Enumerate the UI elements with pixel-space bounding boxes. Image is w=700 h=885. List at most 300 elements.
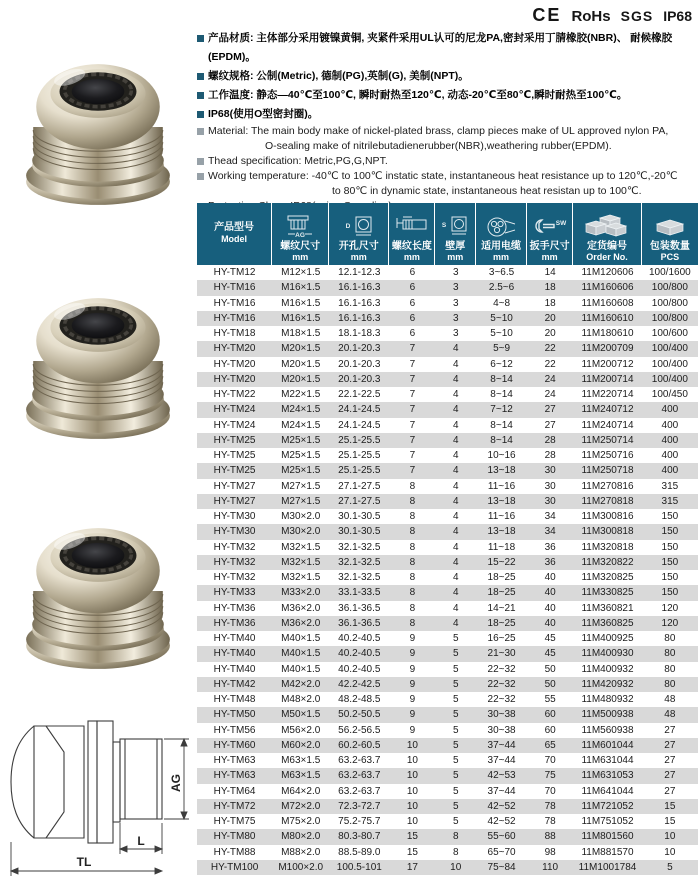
col-header-wall-thickness [435, 203, 476, 265]
table-cell: 11M631044 [581, 755, 634, 767]
table-cell: 11M180610 [581, 328, 634, 340]
table-cell: M30×2.0 [281, 526, 321, 538]
table-row [197, 570, 698, 585]
dim-label-ag: AG [169, 774, 183, 792]
table-cell: 11M270816 [581, 480, 634, 492]
table-cell: 37~44 [487, 739, 516, 751]
table-cell: 56.2-56.5 [338, 724, 381, 736]
col-label: 螺纹尺寸 [280, 241, 321, 252]
table-cell: 18~25 [487, 587, 516, 599]
table-cell: 8 [409, 495, 416, 507]
spanner-icon [530, 214, 570, 240]
table-cell: HY-TM32 [213, 556, 256, 568]
table-row [197, 829, 698, 844]
table-cell: 25.1-25.5 [338, 450, 381, 462]
table-cell: M63×1.5 [281, 755, 321, 767]
table-cell: 11M200714 [581, 373, 634, 385]
table-cell: 80.3-80.7 [338, 831, 381, 843]
col-header-packing-qty [642, 203, 698, 265]
bullet-square-icon [197, 92, 204, 99]
table-cell: 30 [544, 495, 556, 507]
table-cell: 20.1-20.3 [338, 343, 381, 355]
table-cell: 18~25 [487, 617, 516, 629]
table-row [197, 509, 698, 524]
svg-text:S: S [442, 222, 447, 229]
table-cell: M40×1.5 [281, 648, 321, 660]
table-cell: 5 [452, 770, 459, 782]
table-cell: 5~9 [493, 343, 511, 355]
table-cell: 11M240714 [581, 419, 634, 431]
table-cell: HY-TM25 [213, 465, 256, 477]
table-cell: 11M360821 [581, 602, 634, 614]
col-unit: Order No. [586, 252, 628, 262]
table-row [197, 646, 698, 661]
bullet-square-icon [197, 173, 204, 180]
table-cell: 34 [544, 511, 556, 523]
table-cell: 3~6.5 [488, 267, 515, 279]
bullet-square-icon [197, 73, 204, 80]
table-cell: 400 [661, 465, 679, 477]
table-cell: 24.1-24.5 [338, 419, 381, 431]
table-cell: HY-TM16 [213, 297, 256, 309]
table-cell: 30~38 [487, 709, 516, 721]
note-line [197, 67, 698, 86]
table-cell: 8~14 [490, 419, 513, 431]
table-cell: M22×1.5 [281, 389, 321, 401]
table-cell: 150 [661, 556, 679, 568]
table-cell: M80×2.0 [281, 831, 321, 843]
table-cell: 3 [452, 328, 459, 340]
table-cell: 7 [409, 343, 416, 355]
table-row [197, 463, 698, 478]
table-cell: 11M200712 [581, 358, 634, 370]
table-cell: 18.1-18.3 [338, 328, 381, 340]
table-cell: 30.1-30.5 [338, 526, 381, 538]
dim-label-l: L [137, 834, 145, 848]
col-label: 螺纹长度 [391, 241, 432, 252]
table-cell: 45 [544, 633, 556, 645]
table-cell: M75×2.0 [281, 816, 321, 828]
table-cell: 400 [661, 419, 679, 431]
table-cell: 63.2-63.7 [338, 785, 381, 797]
table-cell: 27 [664, 739, 676, 751]
table-row [197, 280, 698, 295]
table-cell: 27.1-27.5 [338, 495, 381, 507]
table-cell: HY-TM20 [213, 373, 256, 385]
table-cell: M16×1.5 [281, 312, 321, 324]
table-cell: 4 [452, 358, 459, 370]
table-cell: 11M641044 [581, 785, 634, 797]
table-cell: 3 [452, 282, 459, 294]
col-label: 壁厚 [445, 241, 466, 252]
table-cell: 78 [544, 816, 556, 828]
table-cell: 32.1-32.5 [338, 556, 381, 568]
table-cell: 6 [409, 282, 416, 294]
table-cell: M24×1.5 [281, 419, 321, 431]
table-header [197, 203, 698, 265]
table-cell: 100/800 [651, 282, 688, 294]
hole-size-icon [342, 214, 376, 240]
table-cell: 11M120606 [581, 267, 634, 279]
table-cell: 4 [452, 465, 459, 477]
table-cell: M48×2.0 [281, 694, 321, 706]
table-cell: 5 [452, 648, 459, 660]
table-cell: 6 [409, 312, 416, 324]
table-cell: 4 [452, 373, 459, 385]
table-row [197, 479, 698, 494]
table-cell: 14 [544, 267, 556, 279]
table-cell: HY-TM30 [213, 526, 256, 538]
table-cell: 10 [450, 861, 462, 873]
table-cell: HY-TM25 [213, 450, 256, 462]
note-text: IP68(使用O型密封圈)。 [208, 108, 319, 120]
table-cell: 50 [544, 663, 556, 675]
table-cell: 8 [409, 602, 416, 614]
table-cell: 40 [544, 617, 556, 629]
table-cell: 88.5-89.0 [338, 846, 381, 858]
table-row [197, 372, 698, 387]
table-cell: 4 [452, 541, 459, 553]
table-row [197, 524, 698, 539]
table-cell: 10 [406, 770, 418, 782]
table-cell: M36×2.0 [281, 617, 321, 629]
table-cell: 11M300818 [581, 526, 634, 538]
table-body [197, 265, 698, 875]
table-cell: M40×1.5 [281, 633, 321, 645]
table-cell: 9 [409, 724, 416, 736]
table-cell: M72×2.0 [281, 800, 321, 812]
table-cell: 400 [661, 404, 679, 416]
table-cell: 11M560938 [581, 724, 634, 736]
table-row [197, 616, 698, 631]
note-text: O-sealing make of nitrilebutadienerubber(NBR),weathering rubber(EPDM). [265, 140, 612, 152]
table-cell: 11M250714 [581, 434, 634, 446]
table-cell: 4 [452, 343, 459, 355]
table-cell: 100/1600 [649, 267, 691, 279]
table-cell: 80 [664, 663, 676, 675]
table-cell: 3 [452, 297, 459, 309]
table-cell: 15 [664, 800, 676, 812]
table-cell: 18 [544, 297, 556, 309]
table-cell: M27×1.5 [281, 495, 321, 507]
table-row [197, 631, 698, 646]
table-cell: 315 [661, 495, 679, 507]
table-cell: 11M500938 [581, 709, 634, 721]
table-cell: HY-TM24 [213, 419, 256, 431]
table-cell: M18×1.5 [281, 328, 321, 340]
table-cell: 11M330825 [581, 587, 634, 599]
table-cell: 36 [544, 541, 556, 553]
bullet-square-icon [197, 111, 204, 118]
table-cell: M25×1.5 [281, 434, 321, 446]
col-unit: mm [403, 252, 420, 262]
table-cell: HY-TM20 [213, 343, 256, 355]
table-cell: M60×2.0 [281, 739, 321, 751]
table-cell: 4~8 [493, 297, 511, 309]
table-cell: 5 [452, 739, 459, 751]
table-cell: HY-TM48 [213, 694, 256, 706]
table-cell: 11M320825 [581, 572, 634, 584]
table-cell: 36.1-36.5 [338, 602, 381, 614]
product-photo [22, 284, 174, 446]
table-row [197, 799, 698, 814]
svg-text:D: D [345, 223, 351, 230]
table-cell: 42~53 [487, 770, 516, 782]
table-cell: 11M881570 [581, 846, 634, 858]
table-cell: 2.5~6 [488, 282, 515, 294]
table-cell: 8 [409, 556, 416, 568]
table-cell: 4 [452, 602, 459, 614]
table-cell: 7 [409, 434, 416, 446]
table-cell: 11M300816 [581, 511, 634, 523]
table-cell: HY-TM64 [213, 785, 256, 797]
table-cell: HY-TM16 [213, 312, 256, 324]
table-cell: 16.1-16.3 [338, 282, 381, 294]
table-row [197, 494, 698, 509]
table-cell: 80 [664, 648, 676, 660]
table-cell: 40 [544, 602, 556, 614]
table-cell: 150 [661, 572, 679, 584]
product-photo [22, 514, 174, 676]
table-cell: 7 [409, 389, 416, 401]
table-cell: 27 [664, 724, 676, 736]
table-cell: M32×1.5 [281, 556, 321, 568]
table-cell: 70 [544, 785, 556, 797]
note-text: Material: The main body make of nickel-plated brass, clamp pieces make of UL approved nylon PA, [208, 125, 669, 137]
table-cell: 21~30 [487, 648, 516, 660]
table-cell: HY-TM63 [213, 770, 256, 782]
table-cell: 9 [409, 678, 416, 690]
table-cell: HY-TM75 [213, 816, 256, 828]
table-cell: 33.1-33.5 [338, 587, 381, 599]
table-cell: 7 [409, 404, 416, 416]
table-cell: 11M220714 [581, 389, 634, 401]
table-cell: 5 [452, 678, 459, 690]
table-cell: 11M250716 [581, 450, 634, 462]
table-cell: 100/600 [651, 328, 688, 340]
table-cell: 17 [406, 861, 418, 873]
table-cell: 7 [409, 465, 416, 477]
table-cell: 7 [409, 373, 416, 385]
table-cell: 6 [409, 297, 416, 309]
cable-icon [484, 214, 518, 240]
table-cell: 15 [664, 816, 676, 828]
table-cell: 8 [409, 511, 416, 523]
table-cell: 60.2-60.5 [338, 739, 381, 751]
table-cell: 100/800 [651, 297, 688, 309]
table-cell: 8 [409, 526, 416, 538]
table-cell: 13~18 [487, 526, 516, 538]
table-cell: 20 [544, 312, 556, 324]
table-row [197, 387, 698, 402]
table-cell: 4 [452, 556, 459, 568]
table-cell: 16.1-16.3 [338, 312, 381, 324]
bullet-square-icon [197, 35, 204, 42]
table-cell: 5 [452, 694, 459, 706]
ip68-mark: IP68 [663, 8, 692, 24]
table-cell: HY-TM24 [213, 404, 256, 416]
table-row [197, 723, 698, 738]
table-cell: 45 [544, 648, 556, 660]
table-cell: 80 [664, 633, 676, 645]
table-cell: HY-TM36 [213, 617, 256, 629]
thread-size-icon [283, 214, 317, 240]
note-line [197, 154, 698, 169]
table-row [197, 768, 698, 783]
table-row [197, 753, 698, 768]
dimension-drawing [4, 696, 194, 882]
table-cell: 3 [452, 267, 459, 279]
table-row [197, 845, 698, 860]
table-cell: M20×1.5 [281, 373, 321, 385]
table-cell: M88×2.0 [281, 846, 321, 858]
table-cell: 9 [409, 694, 416, 706]
table-cell: 25.1-25.5 [338, 465, 381, 477]
table-cell: 16~25 [487, 633, 516, 645]
table-cell: 14~21 [487, 602, 516, 614]
col-unit: Model [221, 233, 248, 244]
table-cell: 40 [544, 587, 556, 599]
col-header-thread-size [272, 203, 329, 265]
table-cell: 150 [661, 511, 679, 523]
table-cell: M50×1.5 [281, 709, 321, 721]
table-cell: 11M360825 [581, 617, 634, 629]
table-cell: 42~52 [487, 816, 516, 828]
table-cell: 16.1-16.3 [338, 297, 381, 309]
table-cell: 6 [409, 328, 416, 340]
table-cell: 42~52 [487, 800, 516, 812]
table-cell: 11M420932 [581, 678, 634, 690]
table-row [197, 692, 698, 707]
col-label: 定货编号 [587, 241, 627, 252]
table-cell: M36×2.0 [281, 602, 321, 614]
svg-text:SW: SW [555, 220, 566, 227]
table-cell: 7 [409, 419, 416, 431]
col-unit: mm [350, 252, 367, 262]
table-cell: 5~10 [490, 328, 513, 340]
table-cell: 400 [661, 434, 679, 446]
table-cell: 11M1001784 [578, 861, 637, 873]
table-cell: 8 [409, 480, 416, 492]
product-photo [22, 50, 174, 212]
table-cell: 42.2-42.5 [338, 678, 381, 690]
note-text: Thead specification: Metric,PG,G,NPT. [208, 155, 388, 167]
table-cell: HY-TM16 [213, 282, 256, 294]
table-cell: 7 [409, 450, 416, 462]
table-cell: 75 [544, 770, 556, 782]
table-cell: 8 [409, 572, 416, 584]
table-cell: M12×1.5 [281, 267, 321, 279]
table-cell: 11M400925 [581, 633, 634, 645]
table-cell: 22 [544, 343, 556, 355]
table-cell: 5 [452, 709, 459, 721]
table-cell: HY-TM32 [213, 572, 256, 584]
notes-en-list [197, 124, 698, 214]
note-text: Working temperature: -40℃ to 100℃ instatic state, instantaneous heat resistance up to 120℃,-20℃ [208, 170, 678, 182]
table-cell: 6 [409, 267, 416, 279]
table-cell: 5 [452, 724, 459, 736]
table-cell: 48.2-48.5 [338, 694, 381, 706]
table-cell: 11M480932 [581, 694, 634, 706]
table-cell: 4 [452, 419, 459, 431]
table-cell: M20×1.5 [281, 358, 321, 370]
table-cell: 10 [406, 755, 418, 767]
table-cell: 63.2-63.7 [338, 755, 381, 767]
col-unit: mm [447, 252, 464, 262]
table-cell: 5~10 [490, 312, 513, 324]
table-cell: M56×2.0 [281, 724, 321, 736]
table-cell: 10 [406, 816, 418, 828]
col-header-order-no [573, 203, 642, 265]
table-cell: 11M400930 [581, 648, 634, 660]
table-cell: 13~18 [487, 495, 516, 507]
table-cell: M25×1.5 [281, 465, 321, 477]
carton-stack-icon [582, 214, 632, 240]
table-cell: HY-TM50 [213, 709, 256, 721]
table-cell: 11M160606 [581, 282, 634, 294]
col-header-hole-size [329, 203, 389, 265]
table-row [197, 296, 698, 311]
table-cell: 315 [661, 480, 679, 492]
note-text: 螺纹规格: 公制(Metric), 德制(PG),英制(G), 美制(NPT)。 [208, 70, 469, 82]
table-cell: 400 [661, 450, 679, 462]
table-cell: 10 [406, 800, 418, 812]
table-cell: 40.2-40.5 [338, 648, 381, 660]
table-cell: M40×1.5 [281, 663, 321, 675]
table-cell: 36 [544, 556, 556, 568]
table-row [197, 738, 698, 753]
table-cell: 8~14 [490, 434, 513, 446]
table-cell: M63×1.5 [281, 770, 321, 782]
table-cell: 88 [544, 831, 556, 843]
table-cell: 37~44 [487, 755, 516, 767]
table-cell: 11M250718 [581, 465, 634, 477]
table-cell: 7~12 [490, 404, 513, 416]
table-cell: 40 [544, 572, 556, 584]
note-line [265, 139, 698, 154]
table-cell: M42×2.0 [281, 678, 321, 690]
table-cell: 9 [409, 709, 416, 721]
thread-length-icon [394, 214, 430, 240]
table-cell: 30 [544, 465, 556, 477]
wall-thickness-icon [438, 214, 472, 240]
rohs-mark: RoHs [571, 8, 611, 25]
table-row [197, 677, 698, 692]
table-cell: 24.1-24.5 [338, 404, 381, 416]
table-cell: 25.1-25.5 [338, 434, 381, 446]
table-cell: M32×1.5 [281, 572, 321, 584]
table-cell: 27 [664, 785, 676, 797]
ce-mark-icon: CE [532, 5, 562, 25]
table-cell: 3 [452, 312, 459, 324]
table-cell: 30 [544, 480, 556, 492]
table-cell: 8~14 [490, 389, 513, 401]
table-cell: 4 [452, 389, 459, 401]
table-cell: 5 [452, 785, 459, 797]
table-cell: 11M160608 [581, 297, 634, 309]
table-cell: HY-TM12 [213, 267, 256, 279]
table-cell: 10 [664, 846, 676, 858]
table-cell: 28 [544, 450, 556, 462]
certification-marks [532, 5, 692, 26]
table-row [197, 860, 698, 875]
table-cell: HY-TM27 [213, 480, 256, 492]
table-row [197, 433, 698, 448]
table-cell: 4 [452, 495, 459, 507]
table-row [197, 707, 698, 722]
table-cell: 6~12 [490, 358, 513, 370]
table-cell: HY-TM60 [213, 739, 256, 751]
